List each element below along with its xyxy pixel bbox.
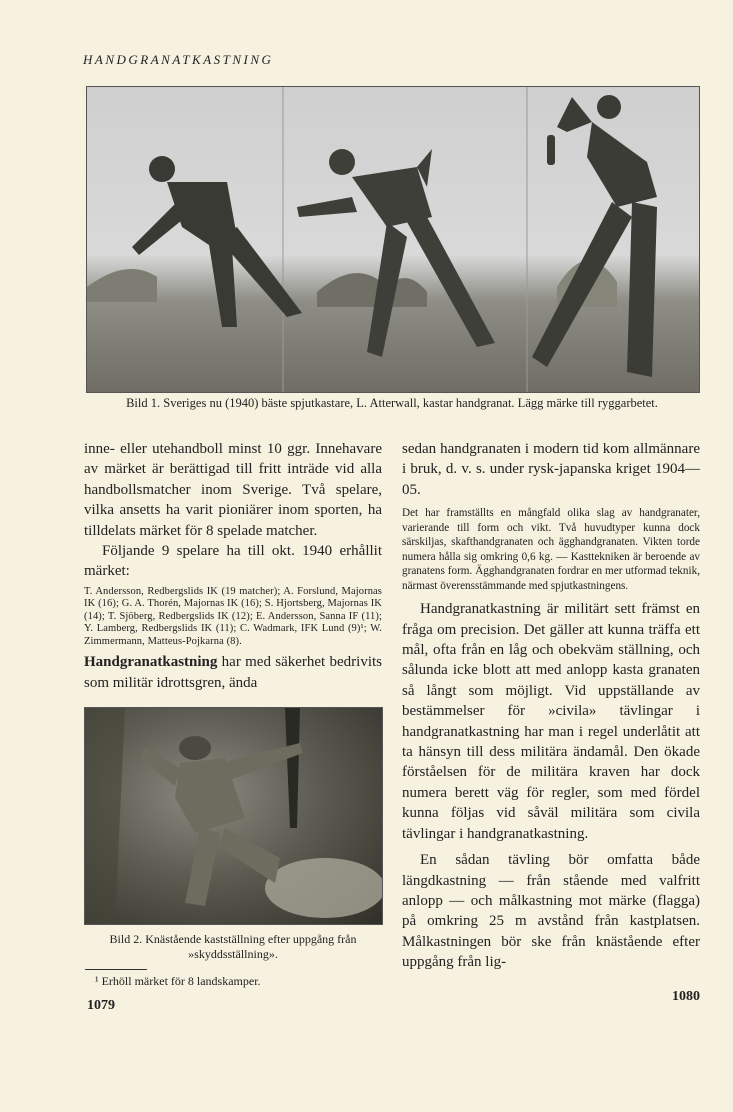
figure-1-label: Bild 1. [126, 396, 161, 410]
paragraph: Handgranatkastning är militärt sett främst en fråga om precision. Det gäller att kunna träffa ett mål, ofta från en låg och obekväm ställning, och sålunda icke blott att med anlopp kasta granaten så långt som möjligt. Vid uppställande av bestämmelser för »civila» tävlingar i handgranatkastning har man i regel underlåtit att ta hänsyn till dess militära ändamål. Den ökade förståelsen för de militära kraven har dock numera berett väg för regler, som med fördel kunna följas vid såväl militära som civila tävlingar i handgranatkastning. [402, 601, 700, 842]
page-number-right: 1080 [672, 989, 700, 1004]
left-column [84, 439, 382, 693]
thrower-sequence-illustration [87, 87, 699, 392]
figure-2-label: Bild 2. [109, 932, 143, 946]
paragraph: En sådan tävling bör omfatta både längdkastning — från stående med valfritt anlopp — och målkastning mot märke (flagga) på omkring 25 m avstånd från kastplatsen. Målkastningen bör ske från knästående efter uppgång från lig- [402, 852, 700, 971]
footnote: ¹ Erhöll märket för 8 landskamper. [95, 974, 261, 988]
section-heading: Handgranatkastning [84, 654, 218, 671]
paragraph: Följande 9 spelare ha till okt. 1940 erhållit märket: [84, 543, 382, 580]
photo-kneeling-soldier [84, 707, 383, 925]
right-column [402, 439, 700, 973]
figure-1-text: Sveriges nu (1940) bäste spjutkastare, L. Atterwall, kastar handgranat. Lägg märke till ryggarbetet. [163, 396, 658, 410]
figure-1-caption [84, 396, 700, 411]
photo-thrower-sequence [86, 86, 700, 393]
page-number-left: 1079 [87, 998, 115, 1013]
paragraph: inne- eller utehandboll minst 10 ggr. Innehavare av märket är berättigad till fritt inträde vid alla handbollsmatcher inom Sverige. Två spelare, vilka ansetts ha varit pioniärer inom sporten, ha tilldelats märket för 8 spelade matcher. [84, 441, 382, 539]
player-list: T. Andersson, Redbergslids IK (19 matcher); A. Forslund, Majornas IK (16); G. A. Thorén, Majornas IK (16); S. Hjortsberg, Majornas IK (14); T. Sjöberg, Redbergslids IK (12); E. Andersson, Sanna IF (11); Y. Lamberg, Redbergslids IK (11); C. Wadmark, IFK Lund (9)¹; W. Zimmermann, Matteus-Pojkarna (8). [84, 585, 382, 647]
kneeling-soldier-illustration [85, 708, 382, 924]
figure-2-caption [84, 932, 382, 962]
small-print-paragraph: Det har framställts en mångfald olika slag av handgranater, varierande till form och vikt. Två huvudtyper kunna dock särskiljas, skafthandgranaten och ägghandgranaten. Vikten torde numera hålla sig omkring 0,6 kg. — Kasttekniken är beroende av granatens form. Ägghandgranaten fordrar en mer utformad teknik, närmast överensstämmande med spjutkastningens. [402, 507, 700, 592]
paragraph: sedan handgranaten i modern tid kom allmännare i bruk, d. v. s. under rysk-japanska kriget 1904—05. [402, 441, 700, 498]
running-head: HANDGRANATKASTNING [83, 52, 274, 67]
figure-2-text: Knästående kastställning efter uppgång från »skyddsställning». [145, 932, 357, 961]
paragraph-text: har med säkerhet bedrivits som militär idrottsgren, ända [84, 654, 382, 691]
footnote-rule [85, 969, 147, 970]
